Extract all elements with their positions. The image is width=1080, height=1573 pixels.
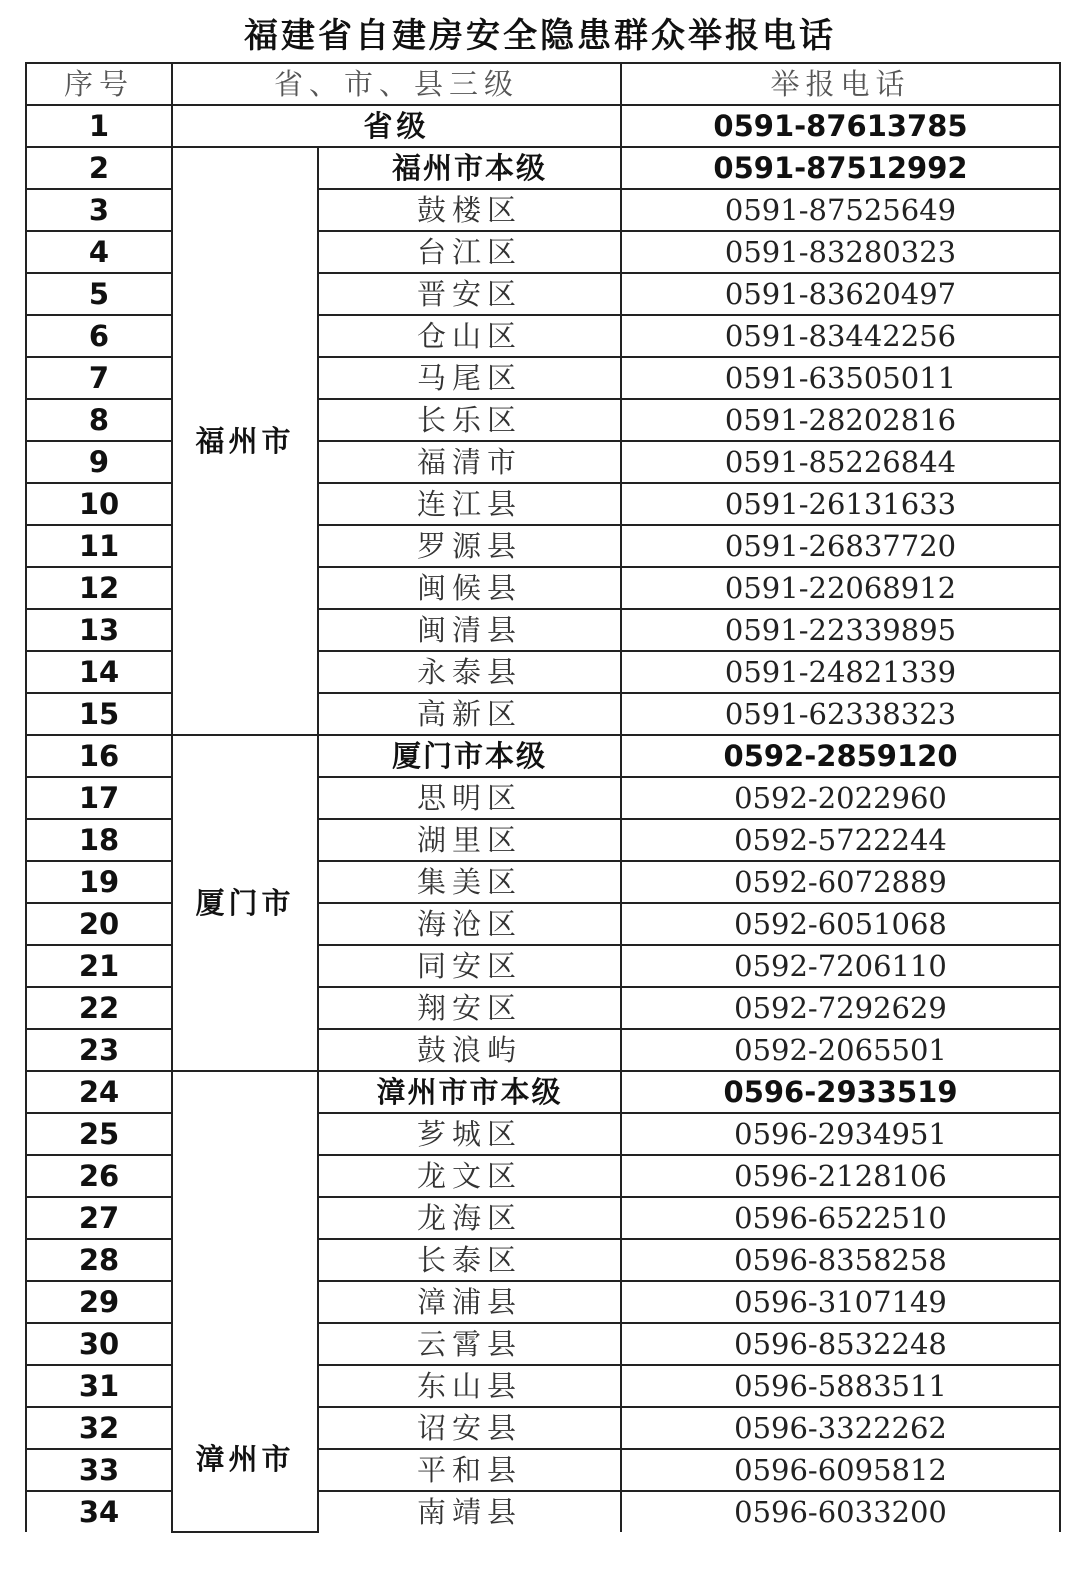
row-seq: 13 xyxy=(26,609,172,651)
row-seq: 10 xyxy=(26,483,172,525)
row-district: 厦门市本级 xyxy=(318,735,621,777)
row-district: 闽候县 xyxy=(318,567,621,609)
row-district: 湖里区 xyxy=(318,819,621,861)
row-phone: 0591-87512992 xyxy=(621,147,1060,189)
row-district: 云霄县 xyxy=(318,1323,621,1365)
row-seq: 19 xyxy=(26,861,172,903)
row-phone: 0596-2934951 xyxy=(621,1113,1060,1155)
row-seq: 26 xyxy=(26,1155,172,1197)
row-phone: 0592-2859120 xyxy=(621,735,1060,777)
row-district: 长泰区 xyxy=(318,1239,621,1281)
row-seq: 9 xyxy=(26,441,172,483)
row-seq: 3 xyxy=(26,189,172,231)
row-phone: 0596-2933519 xyxy=(621,1071,1060,1113)
row-district: 龙海区 xyxy=(318,1197,621,1239)
row-phone: 0591-83442256 xyxy=(621,315,1060,357)
row-district: 漳州市市本级 xyxy=(318,1071,621,1113)
row-seq: 27 xyxy=(26,1197,172,1239)
header-seq: 序号 xyxy=(26,63,172,105)
row-phone: 0591-87525649 xyxy=(621,189,1060,231)
row-district: 高新区 xyxy=(318,693,621,735)
row-district: 诏安县 xyxy=(318,1407,621,1449)
row-district: 东山县 xyxy=(318,1365,621,1407)
row-phone: 0592-6051068 xyxy=(621,903,1060,945)
province-level-cell: 省级 xyxy=(172,105,621,147)
row-seq: 33 xyxy=(26,1449,172,1491)
row-phone: 0596-2128106 xyxy=(621,1155,1060,1197)
row-district: 集美区 xyxy=(318,861,621,903)
row-district: 漳浦县 xyxy=(318,1281,621,1323)
row-phone: 0596-6095812 xyxy=(621,1449,1060,1491)
row-phone: 0591-28202816 xyxy=(621,399,1060,441)
row-seq: 24 xyxy=(26,1071,172,1113)
row-seq: 14 xyxy=(26,651,172,693)
row-district: 闽清县 xyxy=(318,609,621,651)
row-district: 长乐区 xyxy=(318,399,621,441)
row-district: 芗城区 xyxy=(318,1113,621,1155)
table-header-row xyxy=(26,63,1060,105)
row-district: 连江县 xyxy=(318,483,621,525)
row-phone: 0591-83620497 xyxy=(621,273,1060,315)
row-phone: 0592-6072889 xyxy=(621,861,1060,903)
city-cell-xiamen: 厦门市 xyxy=(172,735,318,1071)
row-phone: 0596-6522510 xyxy=(621,1197,1060,1239)
row-seq: 25 xyxy=(26,1113,172,1155)
row-seq: 1 xyxy=(26,105,172,147)
row-seq: 34 xyxy=(26,1491,172,1532)
row-phone: 0596-8532248 xyxy=(621,1323,1060,1365)
row-phone: 0591-26837720 xyxy=(621,525,1060,567)
row-district: 鼓浪屿 xyxy=(318,1029,621,1071)
row-phone: 0592-7292629 xyxy=(621,987,1060,1029)
row-seq: 5 xyxy=(26,273,172,315)
row-district: 鼓楼区 xyxy=(318,189,621,231)
row-seq: 21 xyxy=(26,945,172,987)
row-seq: 12 xyxy=(26,567,172,609)
row-seq: 30 xyxy=(26,1323,172,1365)
row-seq: 6 xyxy=(26,315,172,357)
row-district: 福州市本级 xyxy=(318,147,621,189)
row-seq: 17 xyxy=(26,777,172,819)
row-district: 翔安区 xyxy=(318,987,621,1029)
row-phone: 0591-22339895 xyxy=(621,609,1060,651)
row-district: 马尾区 xyxy=(318,357,621,399)
row-phone: 0591-22068912 xyxy=(621,567,1060,609)
row-phone: 0592-2065501 xyxy=(621,1029,1060,1071)
row-district: 晋安区 xyxy=(318,273,621,315)
row-district: 仓山区 xyxy=(318,315,621,357)
row-phone: 0591-83280323 xyxy=(621,231,1060,273)
row-district: 南靖县 xyxy=(318,1491,621,1532)
row-district: 永泰县 xyxy=(318,651,621,693)
row-district: 福清市 xyxy=(318,441,621,483)
row-phone: 0591-26131633 xyxy=(621,483,1060,525)
row-phone: 0592-2022960 xyxy=(621,777,1060,819)
row-seq: 15 xyxy=(26,693,172,735)
row-seq: 7 xyxy=(26,357,172,399)
row-phone: 0596-5883511 xyxy=(621,1365,1060,1407)
table-row xyxy=(26,735,1060,777)
table-row xyxy=(26,105,1060,147)
row-seq: 4 xyxy=(26,231,172,273)
row-seq: 11 xyxy=(26,525,172,567)
row-district: 同安区 xyxy=(318,945,621,987)
row-seq: 28 xyxy=(26,1239,172,1281)
city-cell-zhangzhou: 漳州市 xyxy=(172,1071,318,1532)
row-phone: 0591-62338323 xyxy=(621,693,1060,735)
row-seq: 16 xyxy=(26,735,172,777)
row-seq: 8 xyxy=(26,399,172,441)
row-phone: 0596-6033200 xyxy=(621,1491,1060,1532)
row-seq: 18 xyxy=(26,819,172,861)
row-district: 思明区 xyxy=(318,777,621,819)
row-phone: 0591-87613785 xyxy=(621,105,1060,147)
row-phone: 0596-3107149 xyxy=(621,1281,1060,1323)
row-phone: 0591-85226844 xyxy=(621,441,1060,483)
row-phone: 0592-7206110 xyxy=(621,945,1060,987)
row-district: 海沧区 xyxy=(318,903,621,945)
row-seq: 2 xyxy=(26,147,172,189)
row-seq: 23 xyxy=(26,1029,172,1071)
row-district: 台江区 xyxy=(318,231,621,273)
table-row xyxy=(26,147,1060,189)
row-district: 平和县 xyxy=(318,1449,621,1491)
city-cell-fuzhou: 福州市 xyxy=(172,147,318,735)
header-level: 省、市、县三级 xyxy=(172,63,621,105)
header-phone: 举报电话 xyxy=(621,63,1060,105)
row-phone: 0596-3322262 xyxy=(621,1407,1060,1449)
row-seq: 20 xyxy=(26,903,172,945)
row-district: 罗源县 xyxy=(318,525,621,567)
row-phone: 0592-5722244 xyxy=(621,819,1060,861)
hotline-table xyxy=(25,62,1061,1533)
row-phone: 0591-63505011 xyxy=(621,357,1060,399)
row-seq: 22 xyxy=(26,987,172,1029)
row-seq: 29 xyxy=(26,1281,172,1323)
table-row xyxy=(26,1071,1060,1113)
row-district: 龙文区 xyxy=(318,1155,621,1197)
row-seq: 31 xyxy=(26,1365,172,1407)
row-phone: 0591-24821339 xyxy=(621,651,1060,693)
document-title: 福建省自建房安全隐患群众举报电话 xyxy=(244,16,836,56)
row-phone: 0596-8358258 xyxy=(621,1239,1060,1281)
row-seq: 32 xyxy=(26,1407,172,1449)
